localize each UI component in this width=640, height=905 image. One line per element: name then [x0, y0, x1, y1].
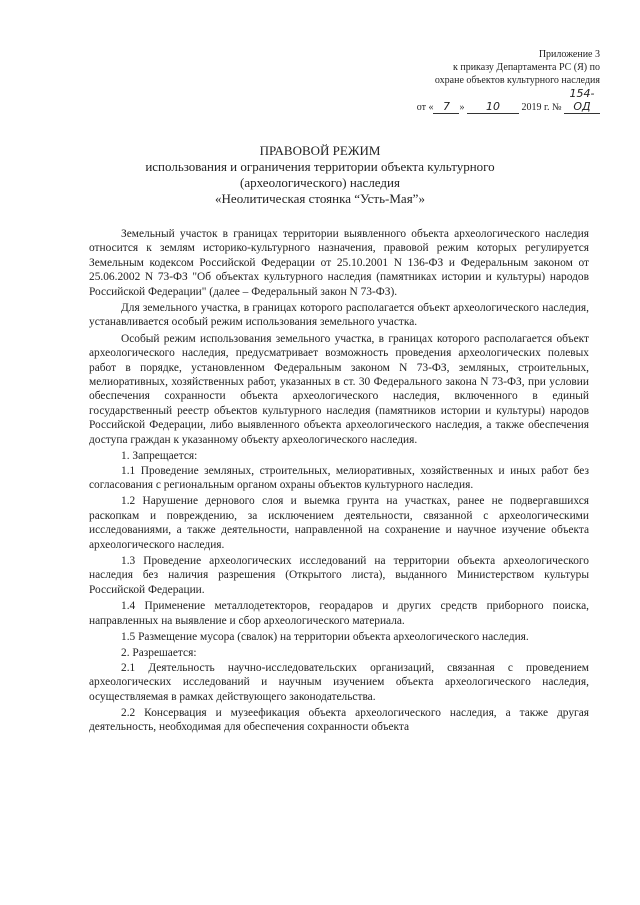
- year-and-number-label: 2019 г. №: [521, 102, 562, 113]
- prohibited-item-1-5: 1.5 Размещение мусора (свалок) на территории объекта археологического наследия.: [121, 630, 529, 643]
- document-body: [89, 227, 589, 737]
- paragraph-special-regime: Для земельного участка, в границах которого располагается объект археологического наследия, устанавливается особый режим использования земельного участка.: [89, 302, 589, 329]
- prohibited-item-1-3: 1.3 Проведение археологических исследований на территории объекта археологического наследия без наличия разрешения (Открытого листа), выданного Министерством культуры Российской Федерации.: [89, 554, 589, 596]
- allowed-item-2-2: 2.2 Консервация и музеефикация объекта археологического наследия, а также другая деятельность, необходимая для обеспечения сохранности объекта: [89, 707, 589, 734]
- department-name: охране объектов культурного наследия: [434, 75, 600, 86]
- section-allowed-heading: 2. Разрешается:: [121, 647, 197, 660]
- title-line-4: «Неолитическая стоянка “Усть-Мая”»: [215, 191, 425, 206]
- title-line-1: ПРАВОВОЙ РЕЖИМ: [259, 143, 381, 158]
- paragraph-regime-details: Особый режим использования земельного участка, в границах которого располагается объект археологического наследия, предусматривает возможность проведения археологических полевых работ в порядке, установленном Федеральным законом N 73-ФЗ, земляных, строительных, мелиоративных, хозяйственных работ, указанных в ст. 30 Федерального закона N 73-ФЗ, при условии обеспечения сохранности объекта археологического наследия, включенного в единый государственный реестр объектов культурного наследия (памятников истории и культуры) народов Российской Федерации, либо выявленного объекта археологического наследия, а также обеспечения доступа граждан к указанному объекту археологического наследия.: [89, 332, 589, 446]
- document-title: [140, 143, 500, 207]
- appendix-number: Приложение 3: [538, 49, 600, 60]
- paragraph-land-category: Земельный участок в границах территории выявленного объекта археологического наследия относится к землям историко-культурного назначения, правовой режим которых регулируется Земельным кодексом Российской Федерации от 25.10.2001 N 136-ФЗ и Федеральным законом от 25.06.2002 N 73-ФЗ "Об объектах культурного наследия (памятниках истории и культуры) народов Российской Федерации" (далее – Федеральный закон N 73-ФЗ).: [89, 228, 589, 298]
- section-prohibited-heading: 1. Запрещается:: [121, 450, 198, 463]
- handwritten-month: 10: [467, 100, 519, 114]
- title-line-3: (археологического) наследия: [240, 175, 400, 190]
- allowed-item-2-1: 2.1 Деятельность научно-исследовательских организаций, связанная с проведением археологических исследований и научным изучением объекта археологического наследия, осуществляемая в рамках действующего законодательства.: [89, 661, 589, 703]
- handwritten-order-number: 154-ОД: [564, 87, 600, 114]
- prohibited-item-1-4: 1.4 Применение металлодетекторов, георадаров и других средств приборного поиска, направленных на выявление и сбор археологического материала.: [89, 600, 589, 627]
- title-line-2: использования и ограничения территории объекта культурного: [145, 159, 495, 174]
- appendix-header: [0, 48, 600, 114]
- order-reference: к приказу Департамента РС (Я) по: [452, 62, 600, 73]
- date-prefix: от «: [416, 102, 434, 113]
- order-date-number: [0, 87, 600, 114]
- date-quote: »: [459, 102, 465, 113]
- prohibited-item-1-2: 1.2 Нарушение дернового слоя и выемка грунта на участках, ранее не подвергавшихся раскопкам и повреждению, за исключением деятельности, связанной с археологическими исследованиями, а также деятельности, направленной на сохранение и научное изучение объекта археологического наследия.: [89, 495, 589, 551]
- prohibited-item-1-1: 1.1 Проведение земляных, строительных, мелиоративных, хозяйственных и иных работ без согласования с региональным органом охраны объектов культурного наследия.: [89, 464, 589, 491]
- handwritten-day: 7: [433, 100, 459, 114]
